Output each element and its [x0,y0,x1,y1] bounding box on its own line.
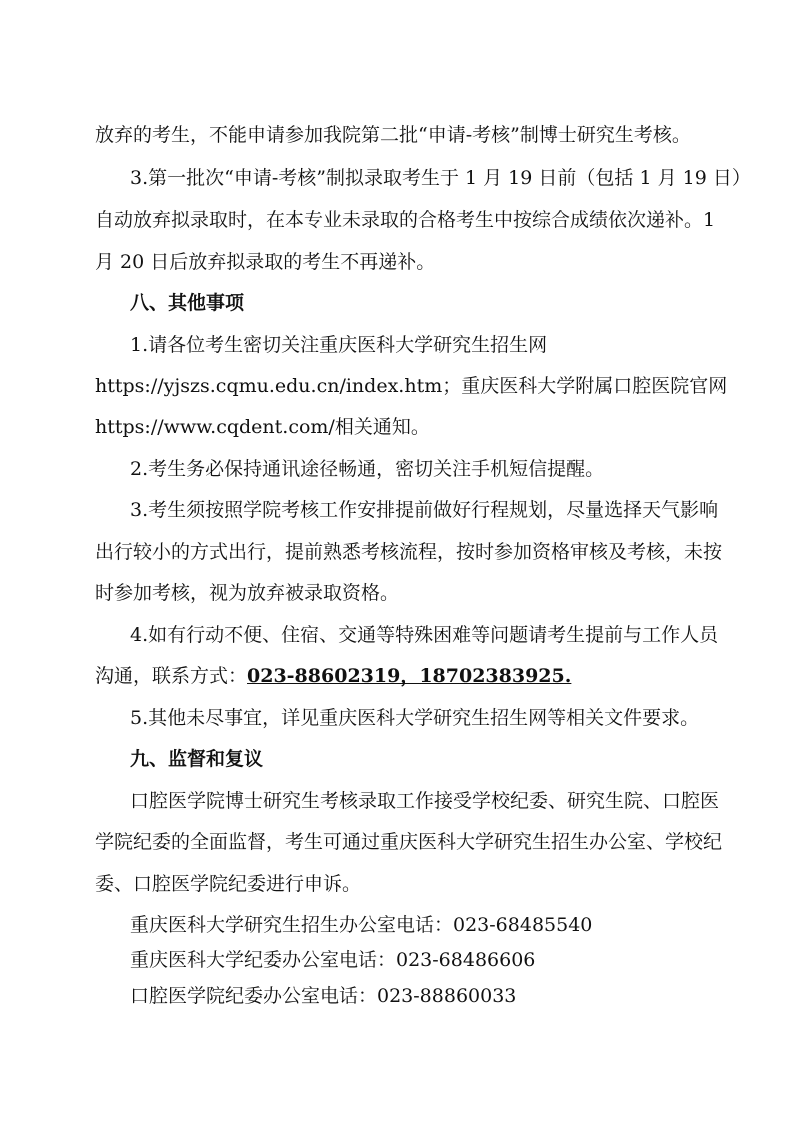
paragraph-line: 放弃的考生，不能申请参加我院第二批“申请-考核”制博士研究生考核。 [95,124,691,146]
contact-label: 沟通，联系方式： [95,665,248,687]
list-item-line: 5.其他未尽事宜，详见重庆医科大学研究生招生网等相关文件要求。 [130,707,700,729]
contact-phone-numbers: 023-88602319，18702383925. [247,665,572,687]
contact-line: 口腔医学院纪委办公室电话：023-88860033 [130,985,517,1007]
section-heading: 九、监督和复议 [130,748,264,770]
url-line: https://yjszs.cqmu.edu.cn/index.htm；重庆医科大学附属口腔医院官网 [95,375,728,397]
paragraph-line: 3.第一批次“申请-考核”制拟录取考生于 1 月 19 日前（包括 1 月 19 日） [130,167,751,189]
contact-line: 重庆医科大学研究生招生办公室电话：023-68485540 [130,914,593,936]
contact-line: 重庆医科大学纪委办公室电话：023-68486606 [130,949,536,971]
list-item-line: 2.考生务必保持通讯途径畅通，密切关注手机短信提醒。 [130,458,605,480]
url-line: https://www.cqdent.com/相关通知。 [95,416,430,438]
list-item-line: 1.请各位考生密切关注重庆医科大学研究生招生网 [130,334,548,356]
paragraph-line: 委、口腔医学院纪委进行申诉。 [95,873,362,895]
paragraph-line: 自动放弃拟录取时，在本专业未录取的合格考生中按综合成绩依次递补。1 [95,209,716,231]
paragraph-line: 月 20 日后放弃拟录取的考生不再递补。 [95,251,436,273]
list-item-line: 时参加考核，视为放弃被录取资格。 [95,582,400,604]
section-heading: 八、其他事项 [130,292,245,314]
list-item-line [95,664,571,688]
paragraph-line: 口腔医学院博士研究生考核录取工作接受学校纪委、研究生院、口腔医 [130,790,720,812]
list-item-line: 出行较小的方式出行，提前熟悉考核流程，按时参加资格审核及考核，未按 [95,541,723,563]
list-item-line: 3.考生须按照学院考核工作安排提前做好行程规划，尽量选择天气影响 [130,499,719,521]
list-item-line: 4.如有行动不便、住宿、交通等特殊困难等问题请考生提前与工作人员 [130,624,719,646]
paragraph-line: 学院纪委的全面监督，考生可通过重庆医科大学研究生招生办公室、学校纪 [95,831,723,853]
